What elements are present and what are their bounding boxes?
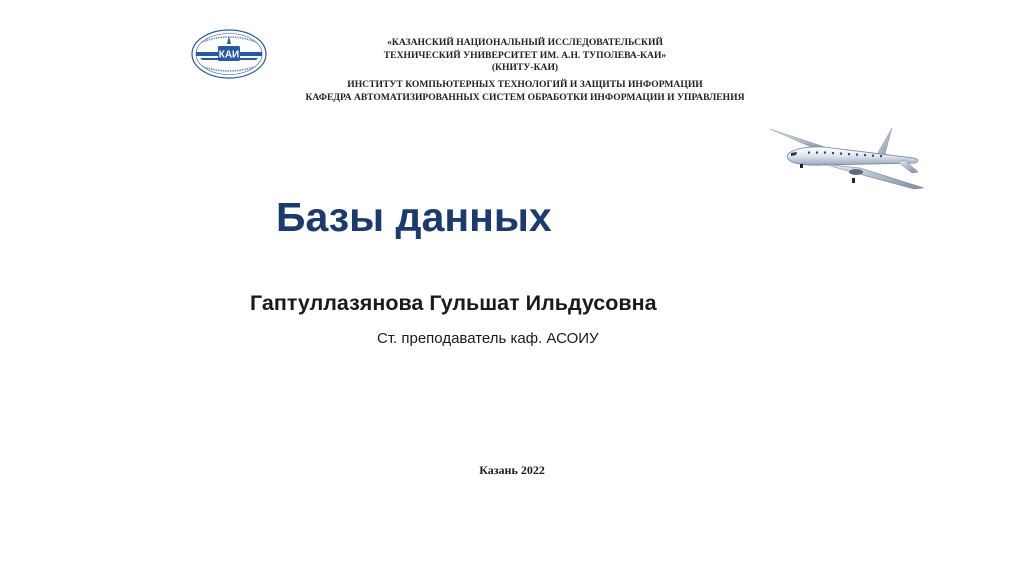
slide-title: Базы данных [276, 194, 552, 240]
institute-department [250, 79, 800, 104]
author-name: Гаптуллазянова Гульшат Ильдусовна [250, 291, 657, 315]
airplane-icon [764, 126, 926, 192]
university-name [250, 37, 800, 75]
header-line: «КАЗАНСКИЙ НАЦИОНАЛЬНЫЙ ИССЛЕДОВАТЕЛЬСКИЙ [387, 37, 663, 48]
header-line: ИНСТИТУТ КОМПЬЮТЕРНЫХ ТЕХНОЛОГИЙ И ЗАЩИТЫ ИНФОРМАЦИИ [347, 79, 703, 90]
author-position: Ст. преподаватель каф. АСОИУ [377, 330, 599, 347]
header-line: КАФЕДРА АВТОМАТИЗИРОВАННЫХ СИСТЕМ ОБРАБОТКИ ИНФОРМАЦИИ И УПРАВЛЕНИЯ [305, 91, 745, 103]
header-line: ТЕХНИЧЕСКИЙ УНИВЕРСИТЕТ ИМ. А.Н. ТУПОЛЕВА-КАИ» [383, 49, 667, 61]
header-line: (КНИТУ-КАИ) [491, 62, 559, 74]
city-year: Казань 2022 [479, 463, 545, 477]
logo-text: КАИ [218, 49, 240, 61]
